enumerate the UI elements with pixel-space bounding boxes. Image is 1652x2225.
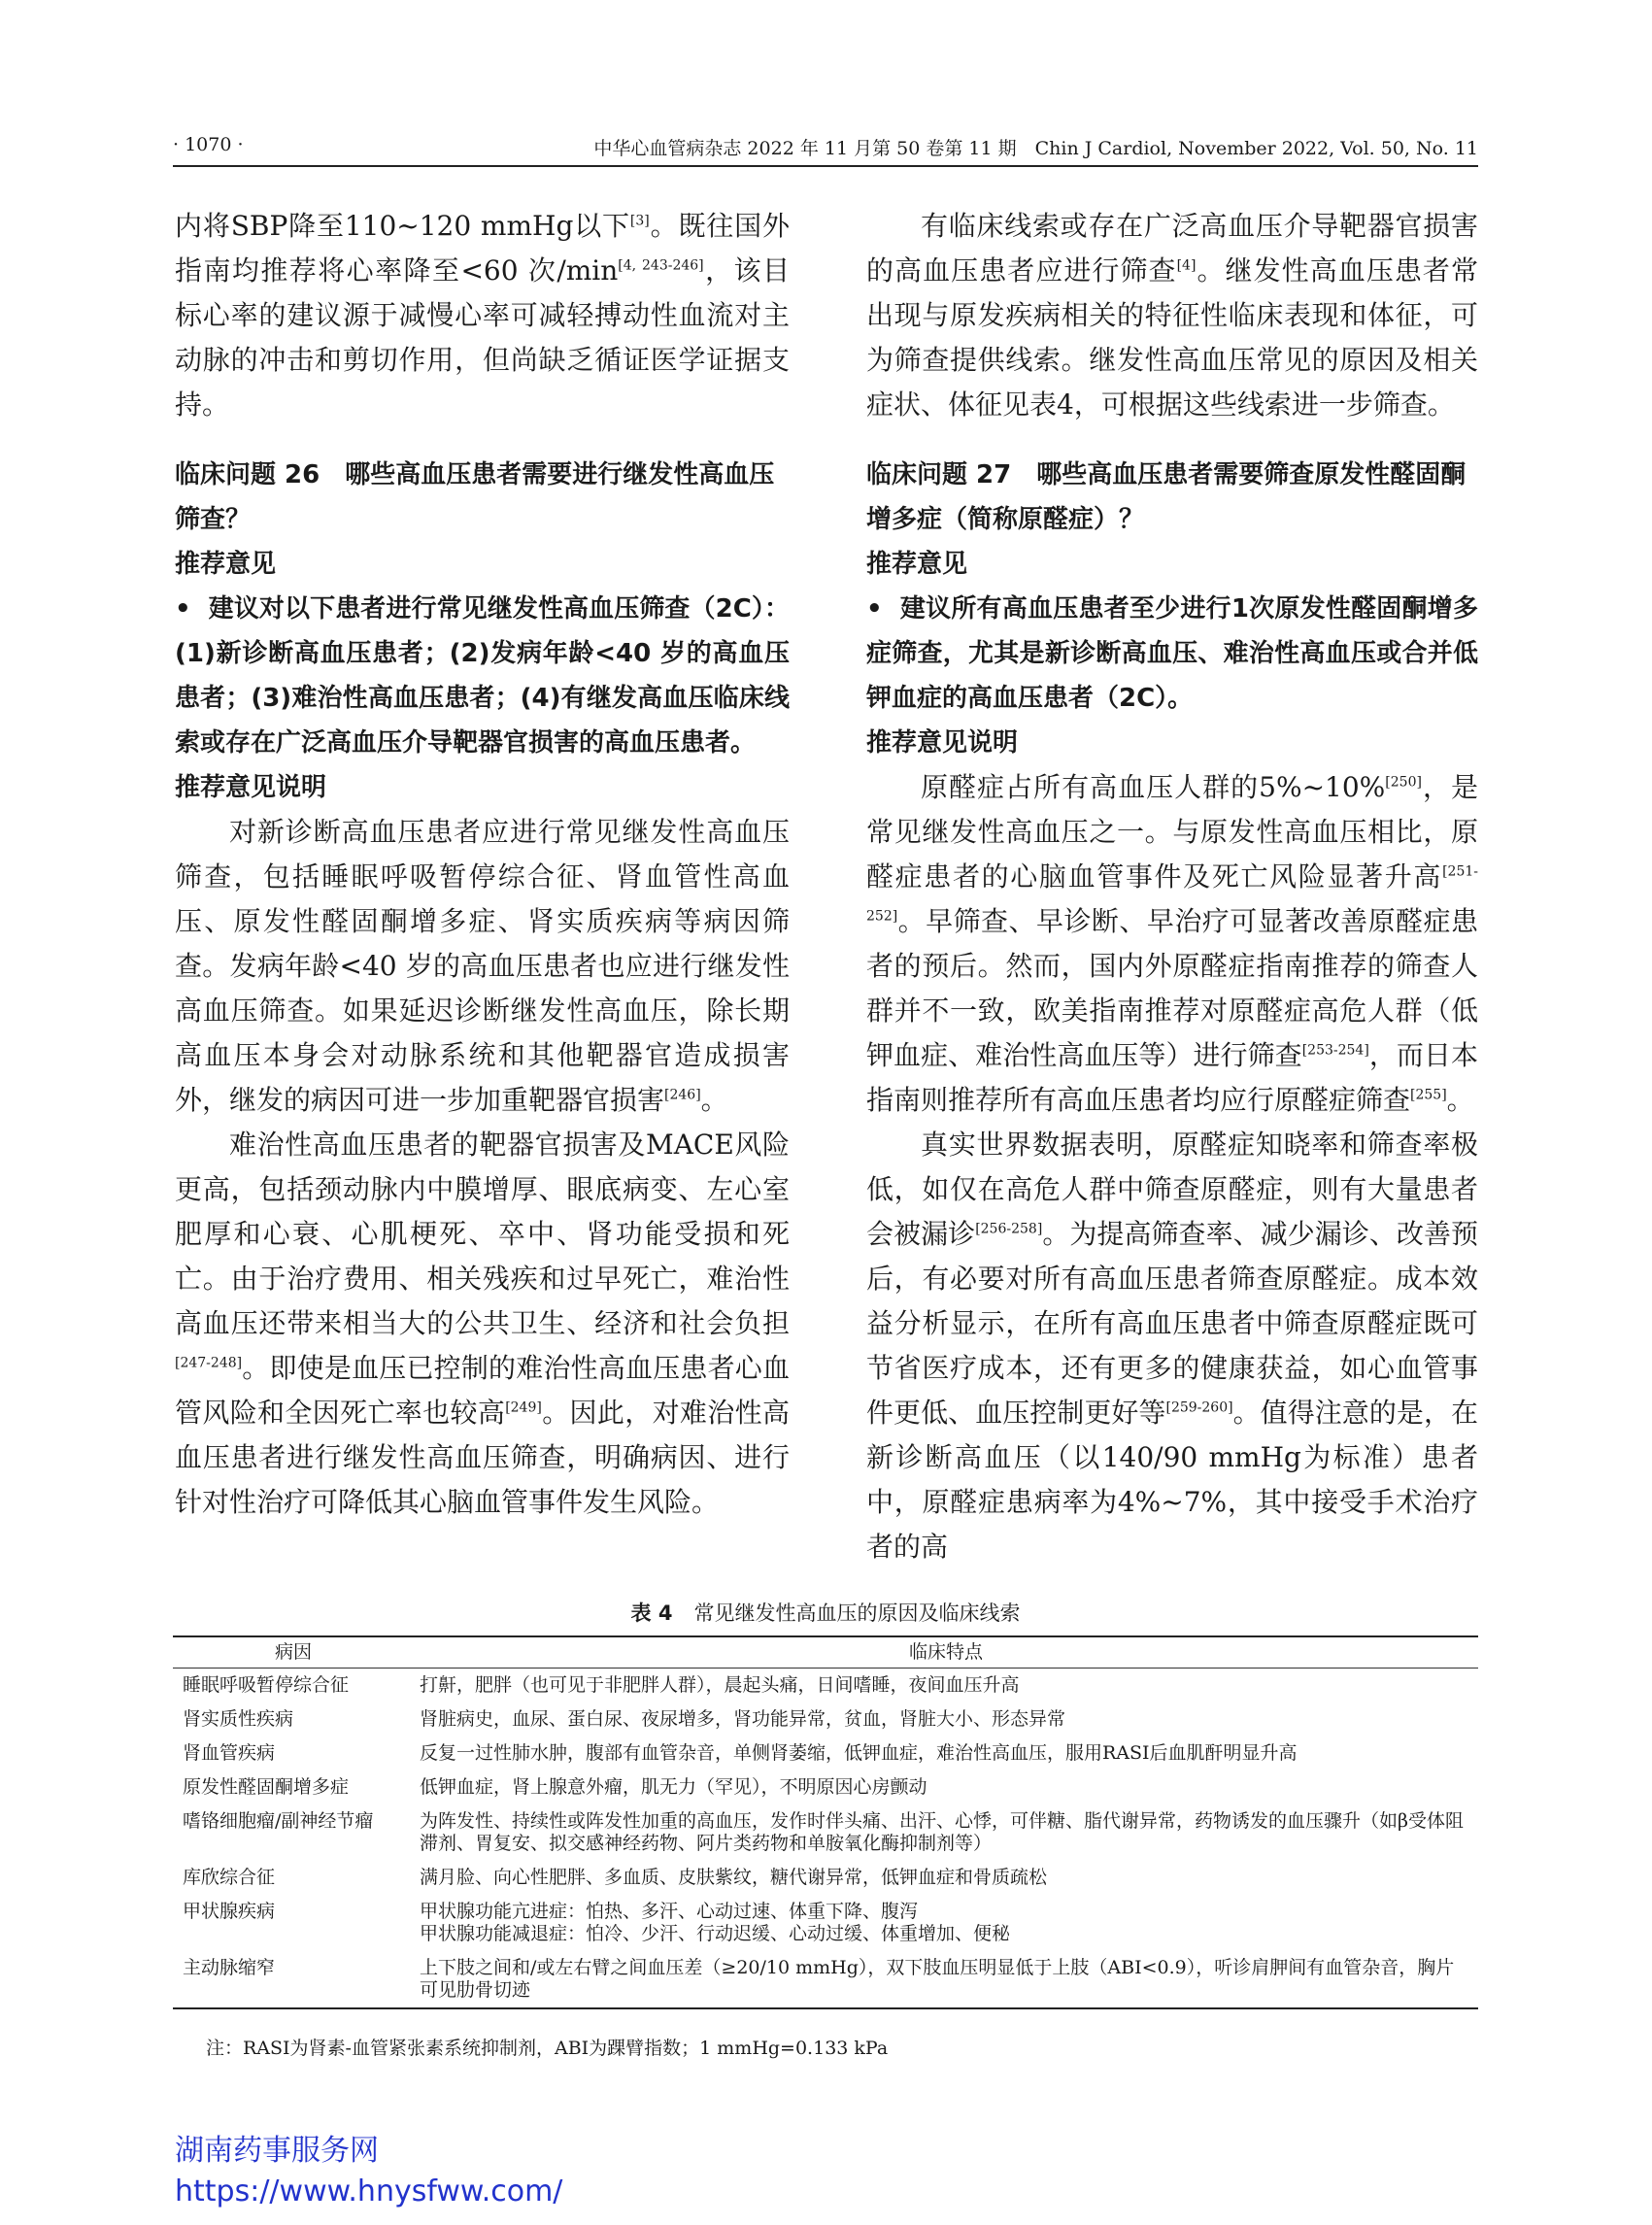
left-paragraph-1: 内将SBP降至110~120 mmHg以下[3]。既往国外指南均推荐将心率降至<60 次/min[4, 243-246]，该目标心率的建议源于减慢心率可减轻搏动性血流对主动脉的冲击和剪切作用，但尚缺乏循证医学证据支持。	[175, 210, 790, 421]
cause-cell: 原发性醛固酮增多症	[183, 1776, 350, 1798]
feature-line: 打鼾，肥胖（也可见于非肥胖人群），晨起头痛，日间嗜睡，夜间血压升高	[420, 1674, 1020, 1696]
reference: [249]	[505, 1399, 542, 1416]
feature-line: 甲状腺功能减退症：怕冷、少汗、行动迟缓、心动过缓、体重增加、便秘	[420, 1923, 1011, 1944]
reference: [250]	[1385, 774, 1422, 791]
table-row	[173, 1861, 1478, 1895]
reference: [247-248]	[175, 1355, 243, 1371]
watermark	[175, 2131, 562, 2212]
table-row	[173, 1804, 1478, 1861]
bullet: •	[175, 594, 191, 624]
table-row	[173, 1951, 1478, 2008]
column-header-cause: 病因	[173, 1636, 414, 1669]
cause-cell: 睡眠呼吸暂停综合征	[183, 1674, 350, 1696]
page-header	[173, 134, 1478, 167]
feature-line: 反复一过性肺水肿，腹部有血管杂音，单侧肾萎缩，低钾血症，难治性高血压，服用RASI后血肌酐明显升高	[420, 1742, 1298, 1764]
reference: [4, 243-246]	[618, 257, 704, 274]
page-number: · 1070 ·	[173, 134, 244, 155]
cause-cell: 主动脉缩窄	[183, 1957, 276, 1978]
table-note: 注：RASI为肾素-血管紧张素系统抑制剂，ABI为踝臂指数；1 mmHg=0.133 kPa	[206, 2038, 889, 2059]
features-cell	[414, 1770, 1478, 1804]
feature-line: 满月脸、向心性肥胖、多血质、皮肤紫纹，糖代谢异常，低钾血症和骨质疏松	[420, 1867, 1048, 1888]
table-row	[173, 1669, 1478, 1703]
watermark-url: https://www.hnysfww.com/	[175, 2174, 563, 2208]
features-cell	[414, 1736, 1478, 1770]
cause-cell: 肾实质性疾病	[183, 1708, 294, 1730]
recommendation-heading: 推荐意见	[175, 550, 277, 579]
table-row	[173, 1770, 1478, 1804]
features-cell	[414, 1951, 1478, 2008]
left-paragraph-2: 对新诊断高血压患者应进行常见继发性高血压筛查，包括睡眠呼吸暂停综合征、肾血管性高血压、原发性醛固酮增多症、肾实质疾病等病因筛查。发病年龄<40 岁的高血压患者也应进行继发性高血压筛查。如果延迟诊断继发性高血压，除长期高血压本身会对动脉系统和其他靶器官造成损害外，继发的病因可进一步加重靶器官损害[246]。	[175, 816, 790, 1116]
column-header-features: 临床特点	[414, 1636, 1478, 1669]
right-paragraph-3: 真实世界数据表明，原醛症知晓率和筛查率极低，如仅在高危人群中筛查原醛症，则有大量患者会被漏诊[256-258]。为提高筛查率、减少漏诊、改善预后，有必要对所有高血压患者筛查原醛症。成本效益分析显示，在所有高血压患者中筛查原醛症既可节省医疗成本，还有更多的健康获益，如心血管事件更低、血压控制更好等[259-260]。值得注意的是，在新诊断高血压（以140/90 mmHg为标准）患者中，原醛症患病率为4%~7%，其中接受手术治疗者的高	[866, 1129, 1478, 1563]
features-cell	[414, 1669, 1478, 1703]
right-column	[866, 204, 1478, 1569]
feature-line: 低钾血症，肾上腺意外瘤，肌无力（罕见），不明原因心房颤动	[420, 1776, 927, 1798]
reference: [253-254]	[1301, 1042, 1369, 1059]
left-column	[175, 204, 790, 1525]
table-4-caption	[173, 1598, 1478, 1627]
recommendation-heading: 推荐意见	[866, 550, 968, 579]
right-paragraph-2: 原醛症占所有高血压人群的5%~10%[250]，是常见继发性高血压之一。与原发性高血压相比，原醛症患者的心脑血管事件及死亡风险显著升高[251-252]。早筛查、早诊断、早治疗可显著改善原醛症患者的预后。然而，国内外原醛症指南推荐的筛查人群并不一致，欧美指南推荐对原醛症高危人群（低钾血症、难治性高血压等）进行筛查[253-254]，而日本指南则推荐所有高血压患者均应行原醛症筛查[255]。	[866, 771, 1478, 1116]
question-26-title: 临床问题 26 哪些高血压患者需要进行继发性高血压筛查？	[175, 460, 775, 534]
table-4	[173, 1635, 1478, 2009]
reference: [256-258]	[975, 1221, 1043, 1237]
watermark-site-name: 湖南药事服务网	[175, 2134, 379, 2168]
features-cell	[414, 1804, 1478, 1861]
question-27-title: 临床问题 27 哪些高血压患者需要筛查原发性醛固酮增多症（简称原醛症）？	[866, 460, 1467, 534]
explanation-heading: 推荐意见说明	[866, 728, 1019, 758]
right-paragraph-1: 有临床线索或存在广泛高血压介导靶器官损害的高血压患者应进行筛查[4]。继发性高血压患者常出现与原发疾病相关的特征性临床表现和体征，可为筛查提供线索。继发性高血压常见的原因及相关症状、体征见表4，可根据这些线索进一步筛查。	[866, 210, 1478, 421]
table-row	[173, 1895, 1478, 1951]
reference: [251-252]	[866, 863, 1478, 925]
table-title: 常见继发性高血压的原因及临床线索	[693, 1601, 1021, 1625]
feature-line: 为阵发性、持续性或阵发性加重的高血压，发作时伴头痛、出汗、心悸，可伴糖、脂代谢异常，药物诱发的血压骤升（如β受体阻滞剂、胃复安、拟交感神经药物、阿片类药物和单胺氧化酶抑制剂等）	[420, 1810, 1464, 1854]
features-cell	[414, 1861, 1478, 1895]
table-label: 表 4	[630, 1601, 673, 1625]
recommendation-text: • 建议对以下患者进行常见继发性高血压筛查（2C）：(1)新诊断高血压患者；(2)发病年龄<40 岁的高血压患者；(3)难治性高血压患者；(4)有继发高血压临床线索或存在广泛高血压介导靶器官损害的高血压患者。	[175, 594, 790, 758]
features-cell	[414, 1702, 1478, 1736]
reference: [246]	[664, 1087, 701, 1103]
reference: [259-260]	[1165, 1399, 1233, 1416]
feature-line: 甲状腺功能亢进症：怕热、多汗、心动过速、体重下降、腹泻	[420, 1901, 919, 1922]
table-row	[173, 1736, 1478, 1770]
reference: [3]	[629, 213, 650, 229]
reference: [4]	[1176, 257, 1197, 274]
recommendation-text: • 建议所有高血压患者至少进行1次原发性醛固酮增多症筛查，尤其是新诊断高血压、难治性高血压或合并低钾血症的高血压患者（2C）。	[866, 594, 1478, 713]
bullet: •	[866, 594, 883, 624]
cause-cell: 肾血管疾病	[183, 1742, 276, 1764]
cause-cell: 甲状腺疾病	[183, 1901, 276, 1922]
table-row	[173, 1702, 1478, 1736]
reference: [255]	[1410, 1087, 1447, 1103]
features-cell	[414, 1895, 1478, 1951]
table-header-row	[173, 1636, 1478, 1669]
feature-line: 上下肢之间和/或左右臂之间血压差（≥20/10 mmHg），双下肢血压明显低于上肢（ABI<0.9），听诊肩胛间有血管杂音，胸片可见肋骨切迹	[420, 1957, 1455, 2001]
cause-cell: 库欣综合征	[183, 1867, 276, 1888]
journal-citation: 中华心血管病杂志 2022 年 11 月第 50 卷第 11 期 Chin J Cardiol, November 2022, Vol. 50, No. 11	[593, 138, 1478, 159]
explanation-heading: 推荐意见说明	[175, 773, 327, 802]
feature-line: 肾脏病史，血尿、蛋白尿、夜尿增多，肾功能异常，贫血，肾脏大小、形态异常	[420, 1708, 1066, 1730]
left-paragraph-3: 难治性高血压患者的靶器官损害及MACE风险更高，包括颈动脉内中膜增厚、眼底病变、左心室肥厚和心衰、心肌梗死、卒中、肾功能受损和死亡。由于治疗费用、相关残疾和过早死亡，难治性高血压还带来相当大的公共卫生、经济和社会负担[247-248]。即使是血压已控制的难治性高血压患者心血管风险和全因死亡率也较高[249]。因此，对难治性高血压患者进行继发性高血压筛查，明确病因、进行针对性治疗可降低其心脑血管事件发生风险。	[175, 1129, 790, 1518]
cause-cell: 嗜铬细胞瘤/副神经节瘤	[183, 1810, 374, 1832]
